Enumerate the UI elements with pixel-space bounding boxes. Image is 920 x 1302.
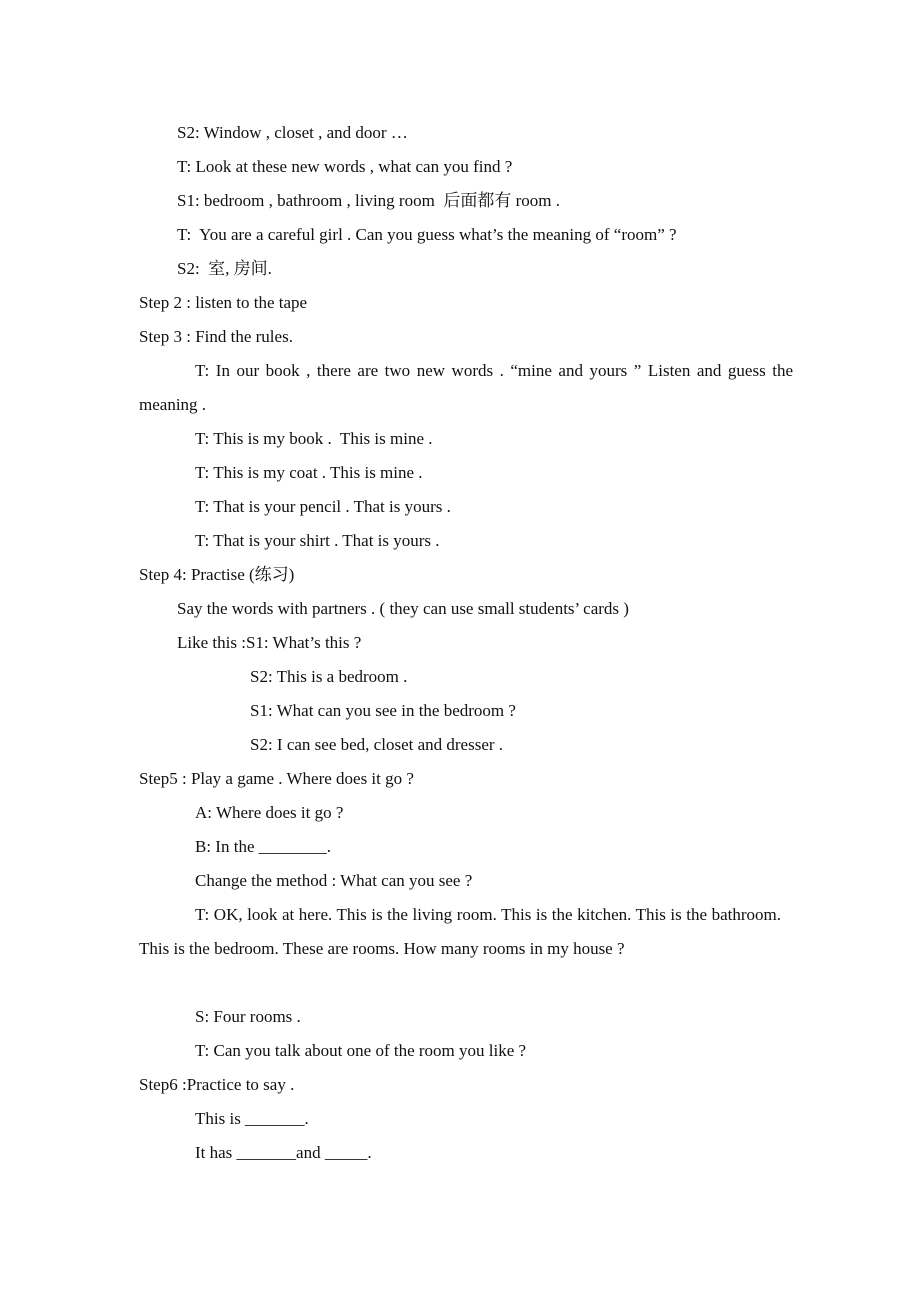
dialogue-line: B: In the ________. [195, 837, 331, 856]
step-heading: Step 4: Practise (练习) [139, 565, 295, 584]
dialogue-line: A: Where does it go ? [195, 803, 344, 822]
dialogue-line: S: Four rooms . [195, 1007, 301, 1026]
dialogue-line: S1: bedroom , bathroom , living room 后面都有 room . [177, 191, 560, 210]
dialogue-line: T: Look at these new words , what can you find ? [177, 157, 513, 176]
dialogue-line: T: You are a careful girl . Can you guess what’s the meaning of “room” ? [177, 225, 677, 244]
step-heading: Step 3 : Find the rules. [139, 327, 293, 346]
step-heading: Step 2 : listen to the tape [139, 293, 308, 312]
dialogue-line: S2: Window , closet , and door … [177, 123, 408, 142]
dialogue-line: T: That is your pencil . That is yours . [195, 497, 451, 516]
dialogue-line: T: Can you talk about one of the room you like ? [195, 1041, 527, 1060]
paragraph: T: OK, look at here. This is the living room. This is the kitchen. This is the bathroom. This is the bedroom. These are rooms. How many rooms in my house ? [139, 905, 781, 958]
fill-in-line: This is _______. [195, 1109, 309, 1128]
instruction-line: Change the method : What can you see ? [195, 871, 473, 890]
paragraph: T: In our book , there are two new words . “mine and yours ” Listen and guess the meaning . [139, 361, 793, 414]
dialogue-line: T: That is your shirt . That is yours . [195, 531, 440, 550]
dialogue-line: Like this :S1: What’s this ? [177, 633, 362, 652]
dialogue-line: S2: I can see bed, closet and dresser . [250, 735, 504, 754]
dialogue-line: S2: This is a bedroom . [250, 667, 408, 686]
dialogue-line: T: This is my coat . This is mine . [195, 463, 423, 482]
dialogue-line: S2: 室, 房间. [177, 259, 272, 278]
step-heading: Step5 : Play a game . Where does it go ? [139, 769, 414, 788]
dialogue-line: S1: What can you see in the bedroom ? [250, 701, 516, 720]
instruction-line: Say the words with partners . ( they can use small students’ cards ) [177, 599, 629, 618]
dialogue-line: T: This is my book . This is mine . [195, 429, 433, 448]
step-heading: Step6 :Practice to say . [139, 1075, 295, 1094]
fill-in-line: It has _______and _____. [195, 1143, 372, 1162]
